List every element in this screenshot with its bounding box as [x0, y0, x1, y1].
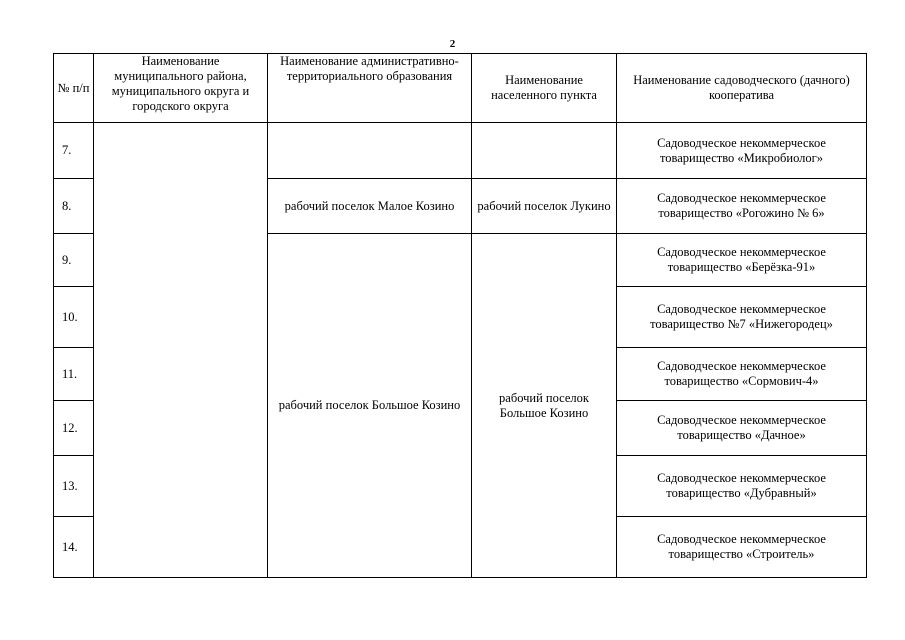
header-number: № п/п	[54, 54, 94, 123]
cooperative-cell: Садоводческое некоммерческое товарищество «Берёзка-91»	[617, 234, 867, 287]
header-locality: Наименование населенного пункта	[472, 54, 617, 123]
cooperative-cell: Садоводческое некоммерческое товарищество «Сормович-4»	[617, 348, 867, 401]
admin-unit-cell	[268, 123, 472, 179]
locality-cell-merged: рабочий поселок Большое Козино	[472, 234, 617, 578]
row-number: 11.	[54, 348, 94, 401]
locality-cell: рабочий поселок Лукино	[472, 179, 617, 234]
row-number: 10.	[54, 287, 94, 348]
cooperative-cell: Садоводческое некоммерческое товарищество «Строитель»	[617, 517, 867, 578]
table-header-row	[54, 54, 867, 123]
cooperative-cell: Садоводческое некоммерческое товарищество «Дачное»	[617, 401, 867, 456]
cooperative-cell: Садоводческое некоммерческое товарищество «Дубравный»	[617, 456, 867, 517]
admin-unit-cell-merged: рабочий поселок Большое Козино	[268, 234, 472, 578]
locality-cell	[472, 123, 617, 179]
header-district: Наименование муниципального района, муниципального округа и городского округа	[94, 54, 268, 123]
header-cooperative: Наименование садоводческого (дачного) кооператива	[617, 54, 867, 123]
row-number: 12.	[54, 401, 94, 456]
cooperative-cell: Садоводческое некоммерческое товарищество «Микробиолог»	[617, 123, 867, 179]
row-number: 8.	[54, 179, 94, 234]
district-cell	[94, 123, 268, 578]
header-admin-unit: Наименование административно-территориального образования	[268, 54, 472, 123]
table-row	[54, 123, 867, 179]
row-number: 7.	[54, 123, 94, 179]
row-number: 9.	[54, 234, 94, 287]
page-number: 2	[449, 38, 456, 50]
admin-unit-cell: рабочий поселок Малое Козино	[268, 179, 472, 234]
cooperative-cell: Садоводческое некоммерческое товарищество «Рогожино № 6»	[617, 179, 867, 234]
cooperatives-table	[53, 53, 867, 578]
row-number: 14.	[54, 517, 94, 578]
cooperative-cell: Садоводческое некоммерческое товарищество №7 «Нижегородец»	[617, 287, 867, 348]
row-number: 13.	[54, 456, 94, 517]
